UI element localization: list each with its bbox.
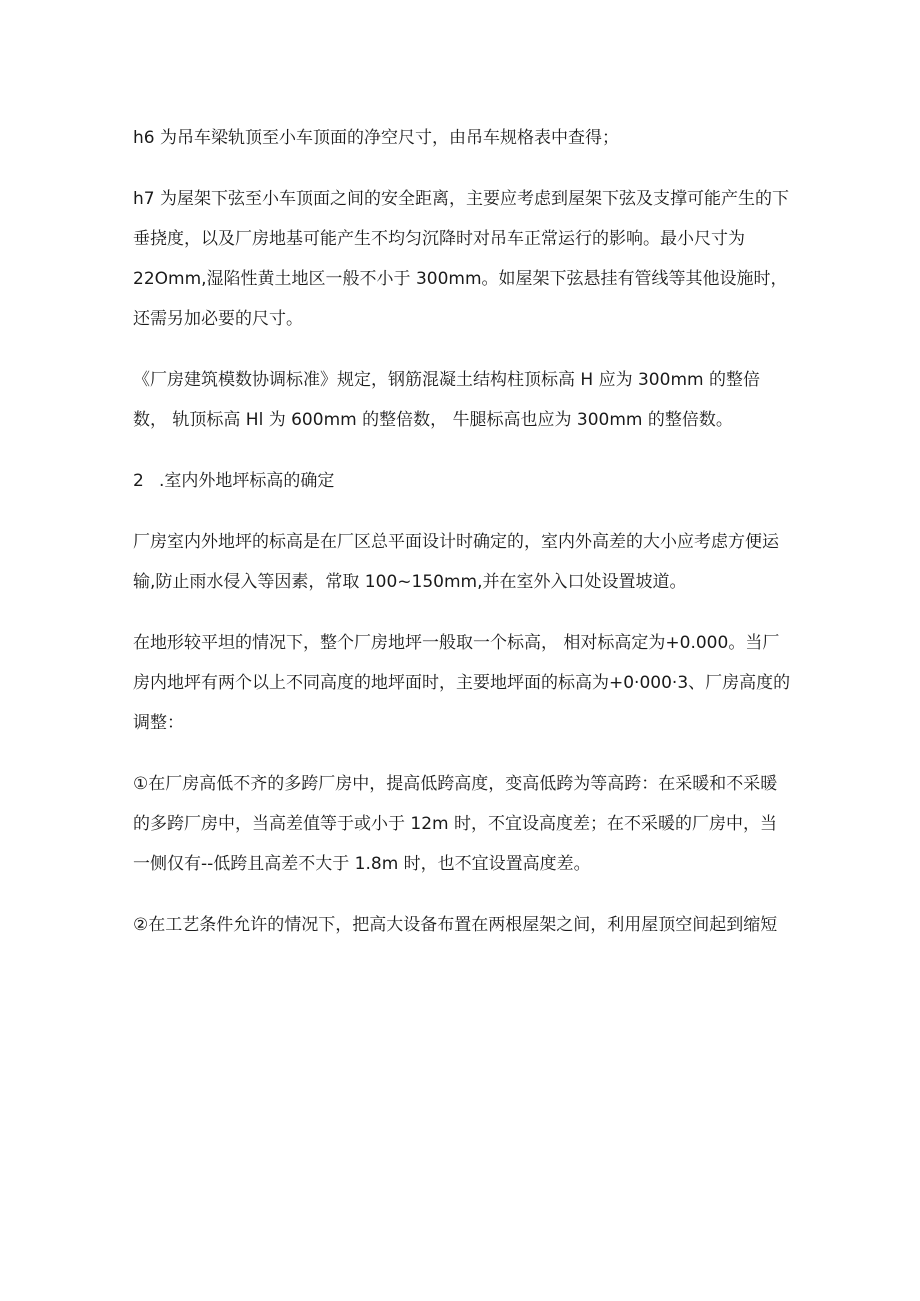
paragraph-height-adjustment-2: ②在工艺条件允许的情况下，把高大设备布置在两根屋架之间，利用屋顶空间起到缩短 [133,915,778,935]
section-number: 2 [133,471,144,491]
section-title: .室内外地坪标高的确定 [159,471,335,491]
section-heading [133,461,793,501]
paragraph-height-adjustment-1: ①在厂房高低不齐的多跨厂房中，提高低跨高度，变高低跨为等高跨：在采暖和不采暖的多跨厂房中，当高差值等于或小于 12m 时，不宜设高度差；在不采暖的厂房中，当一侧仅有--低跨且高差不大于 1.8m 时，也不宜设置高度差。 [133,774,778,874]
paragraph-floor-elevation: 厂房室内外地坪的标高是在厂区总平面设计时确定的，室内外高差的大小应考虑方便运输,防止雨水侵入等因素，常取 100~150mm,并在室外入口处设置坡道。 [133,532,779,592]
paragraph-h7-definition: h7 为屋架下弦至小车顶面之间的安全距离，主要应考虑到屋架下弦及支撑可能产生的下垂挠度，以及厂房地基可能产生不均匀沉降时对吊车正常运行的影响。最小尺寸为 22Omm,湿陷性黄土地区一般不小于 300mm。如屋架下弦悬挂有管线等其他设施时，还需另加必要的尺寸。 [133,189,789,329]
paragraph-flat-terrain: 在地形较平坦的情况下，整个厂房地坪一般取一个标高， 相对标高定为+0.000。当厂房内地坪有两个以上不同高度的地坪面时，主要地坪面的标高为+0·000·3、厂房高度的调整： [133,633,791,733]
paragraph-modulus-standard: 《厂房建筑模数协调标准》规定，钢筋混凝土结构柱顶标高 H 应为 300mm 的整倍数， 轨顶标高 Hl 为 600mm 的整倍数， 牛腿标高也应为 300mm 的整倍数。 [133,370,760,430]
document-body [133,118,793,966]
paragraph-h6-definition: h6 为吊车梁轨顶至小车顶面的净空尺寸，由吊车规格表中查得； [133,128,619,148]
